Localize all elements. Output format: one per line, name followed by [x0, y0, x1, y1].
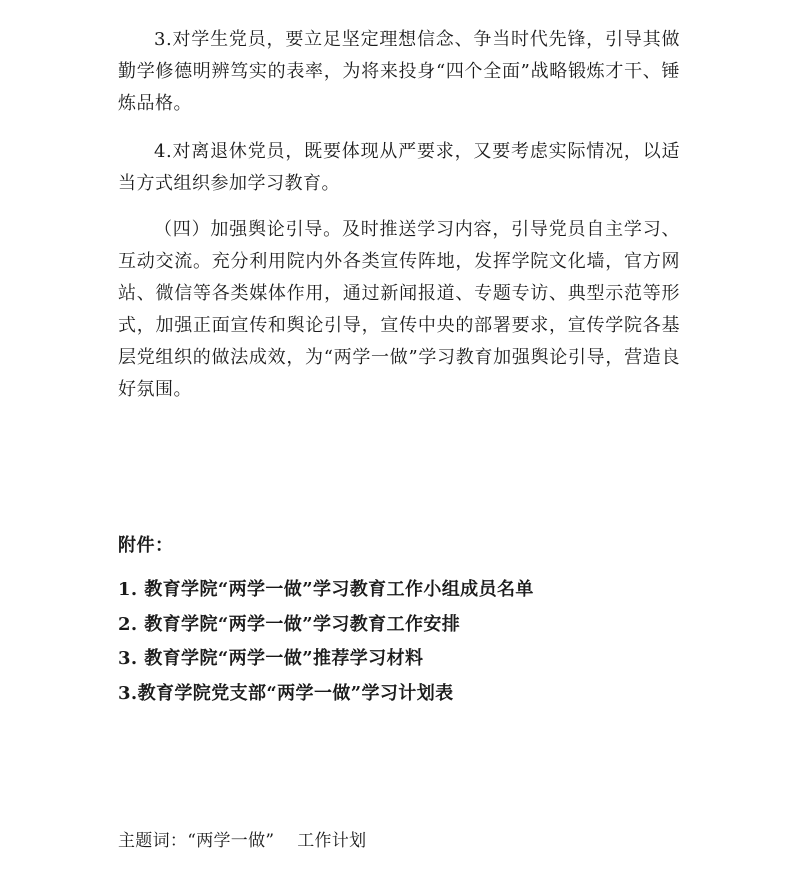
attachment-item: 3.教育学院党支部“两学一做”学习计划表: [118, 682, 454, 704]
subject-keywords: 主题词：“两学一做” 工作计划: [118, 831, 367, 851]
paragraph-student-members: 3.对学生党员，要立足坚定理想信念、争当时代先锋，引导其做勤学修德明辨笃实的表率，为将来投身“四个全面”战略锻炼才干、锤炼品格。: [118, 29, 680, 114]
paragraph-retired-members: 4.对离退休党员，既要体现从严要求，又要考虑实际情况，以适当方式组织参加学习教育。: [118, 141, 680, 194]
attachments-list: [118, 573, 534, 711]
paragraph-public-opinion: （四）加强舆论引导。及时推送学习内容，引导党员自主学习、互动交流。充分利用院内外各类宣传阵地，发挥学院文化墙，官方网站、微信等各类媒体作用，通过新闻报道、专题专访、典型示范等形式，加强正面宣传和舆论引导，宣传中央的部署要求，宣传学院各基层党组织的做法成效，为“两学一做”学习教育加强舆论引导，营造良好氛围。: [118, 219, 680, 400]
attachments-heading: 附件：: [118, 535, 174, 556]
attachment-item: 2. 教育学院“两学一做”学习教育工作安排: [118, 613, 461, 635]
attachment-item: 1. 教育学院“两学一做”学习教育工作小组成员名单: [118, 579, 534, 600]
attachment-item: 3. 教育学院“两学一做”推荐学习材料: [118, 648, 424, 669]
